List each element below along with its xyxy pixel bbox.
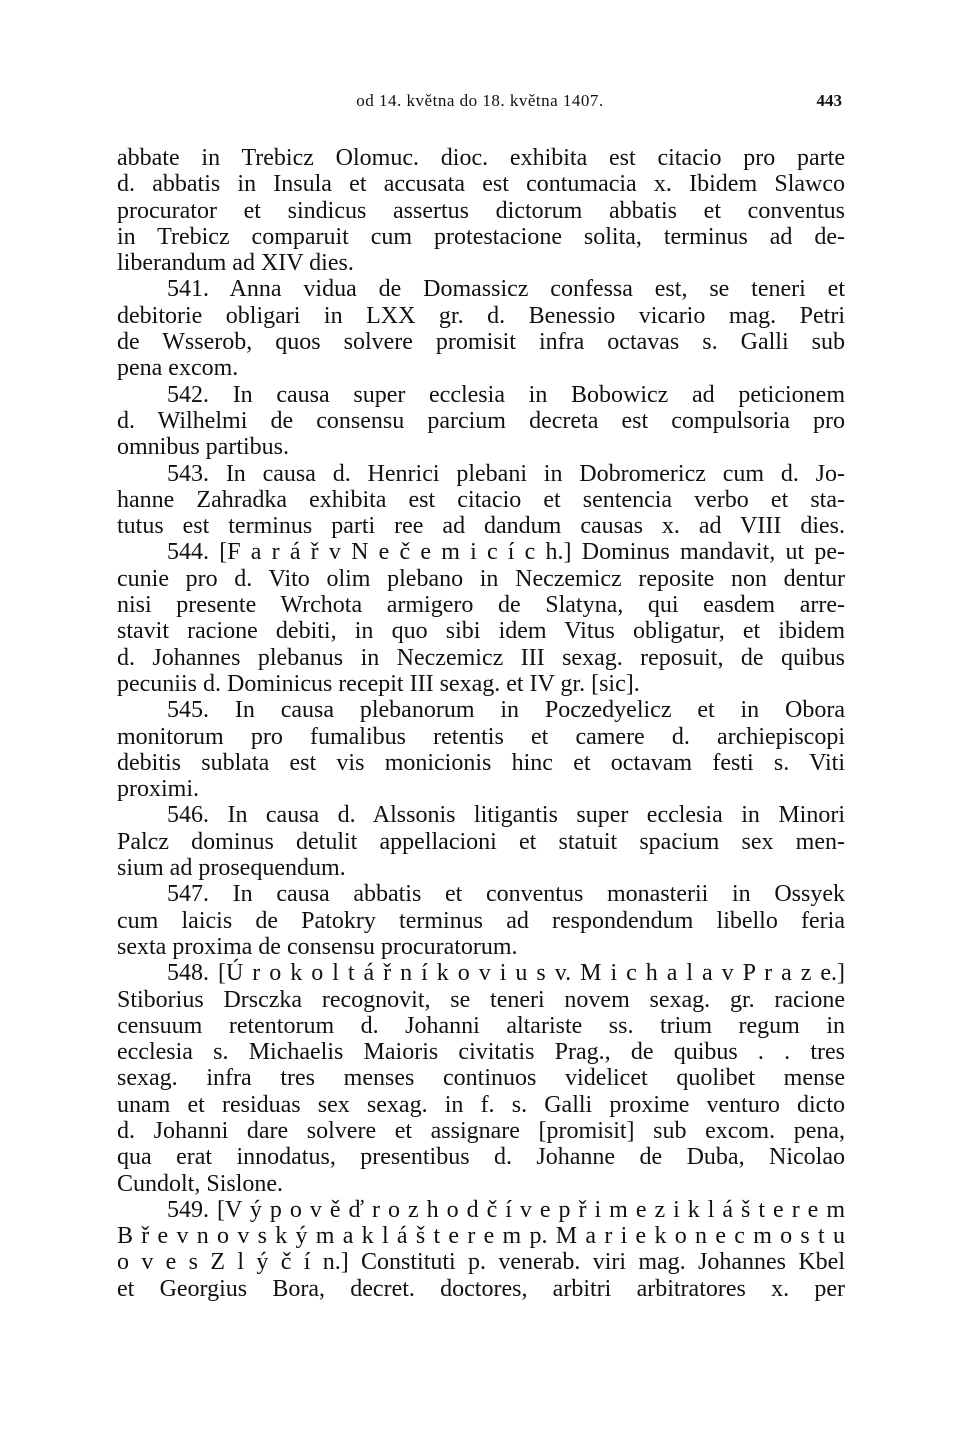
- text-line: ecclesia s. Michaelis Maioris civitatis Prag., de quibus . . tres: [117, 1039, 845, 1066]
- text-line: et Georgius Bora, decret. doctores, arbitri arbitratores x. per: [117, 1275, 845, 1302]
- text-line: sexta proxima de consensu procuratorum.: [117, 933, 518, 960]
- entry-first-line: 547. In causa abbatis et conventus monasterii in Ossyek: [167, 881, 845, 908]
- text-line: qua erat innodatus, presentibus d. Johanne de Duba, Nicolao: [117, 1144, 845, 1171]
- entry-first-line: 546. In causa d. Alssonis litigantis super ecclesia in Minori: [167, 802, 845, 829]
- entry-first-line: 548. [Ú r o k o l t á ř n í k o v i u s v. M i c h a l a v P r a z e.]: [167, 960, 845, 987]
- page-number: 443: [816, 91, 842, 110]
- text-line: B ř e v n o v s k ý m a k l á š t e r e m p. M a r i e k o n e c m o s t u: [117, 1223, 845, 1250]
- entry-first-line: 541. Anna vidua de Domassicz confessa est, se teneri et: [167, 276, 845, 303]
- text-line: hanne Zahradka exhibita est citacio et sentencia verbo et sta-: [117, 486, 845, 513]
- text-line: Stiborius Drsczka recognovit, se teneri novem sexag. gr. racione: [117, 986, 845, 1013]
- text-line: nisi presente Wrchota armigero de Slatyna, qui easdem arre-: [117, 592, 845, 619]
- text-line: proximi.: [117, 776, 199, 803]
- entry-first-line: 544. [F a r á ř v N e č e m i c í c h.] Dominus mandavit, ut pe-: [167, 539, 845, 566]
- text-line: de Wsserob, quos solvere promisit infra octavas s. Galli sub: [117, 329, 845, 356]
- text-line: o v e s Z l ý č í n.] Constituti p. venerab. viri mag. Johannes Kbel: [117, 1249, 845, 1276]
- running-header: [0, 88, 960, 114]
- entry-first-line: 549. [V ý p o v ě ď r o z h o d č í v e p ř i m e z i k l á š t e r e m: [167, 1196, 845, 1223]
- text-line: Palcz dominus detulit appellacioni et statuit spacium sex men-: [117, 828, 845, 855]
- text-line: censuum retentorum d. Johanni altariste ss. trium regum in: [117, 1012, 845, 1039]
- text-line: sexag. infra tres menses continuos videlicet quolibet mense: [117, 1065, 845, 1092]
- text-line: d. Wilhelmi de consensu parcium decreta est compulsoria pro: [117, 407, 845, 434]
- text-line: d. abbatis in Insula et accusata est contumacia x. Ibidem Slawco: [117, 171, 845, 198]
- text-line: abbate in Trebicz Olomuc. dioc. exhibita est citacio pro parte: [117, 145, 845, 171]
- running-title: od 14. května do 18. května 1407.: [356, 91, 604, 110]
- text-line: stavit racione debiti, in quo sibi idem Vitus obligatur, et ibidem: [117, 618, 845, 645]
- text-line: procurator et sindicus assertus dictorum abbatis et conventus: [117, 197, 845, 224]
- text-line: pecuniis d. Dominicus recepit III sexag. et IV gr. [sic].: [117, 670, 640, 697]
- text-line: cunie pro d. Vito olim plebano in Neczemicz reposite non dentur: [117, 565, 845, 592]
- text-line: liberandum ad XIV dies.: [117, 250, 354, 277]
- text-line: cum laicis de Patokry terminus ad respondendum libello feria: [117, 907, 845, 934]
- text-line: debitorie obligari in LXX gr. d. Benessio vicario mag. Petri: [117, 302, 845, 329]
- text-line: monitorum pro fumalibus retentis et camere d. archiepiscopi: [117, 723, 845, 750]
- body-text: [117, 145, 845, 1302]
- text-line: debitis sublata est vis monicionis hinc et octavam festi s. Viti: [117, 749, 845, 776]
- text-line: d. Johannes plebanus in Neczemicz III sexag. reposuit, de quibus: [117, 644, 845, 671]
- text-line: pena excom.: [117, 355, 239, 382]
- entry-first-line: 542. In causa super ecclesia in Bobowicz ad peticionem: [167, 381, 845, 408]
- entry-first-line: 545. In causa plebanorum in Poczedyelicz et in Obora: [167, 697, 845, 724]
- text-line: in Trebicz comparuit cum protestacione solita, terminus ad de-: [117, 223, 845, 250]
- text-line: omnibus partibus.: [117, 434, 289, 461]
- text-line: Cundolt, Sislone.: [117, 1170, 284, 1197]
- entry-first-line: 543. In causa d. Henrici plebani in Dobromericz cum d. Jo-: [167, 460, 845, 487]
- text-line: tutus est terminus parti ree ad dandum causas x. ad VIII dies.: [117, 513, 845, 540]
- text-line: d. Johanni dare solvere et assignare [promisit] sub excom. pena,: [117, 1117, 845, 1144]
- text-line: unam et residuas sex sexag. in f. s. Galli proxime venturo dicto: [117, 1091, 845, 1118]
- text-line: sium ad prosequendum.: [117, 855, 346, 882]
